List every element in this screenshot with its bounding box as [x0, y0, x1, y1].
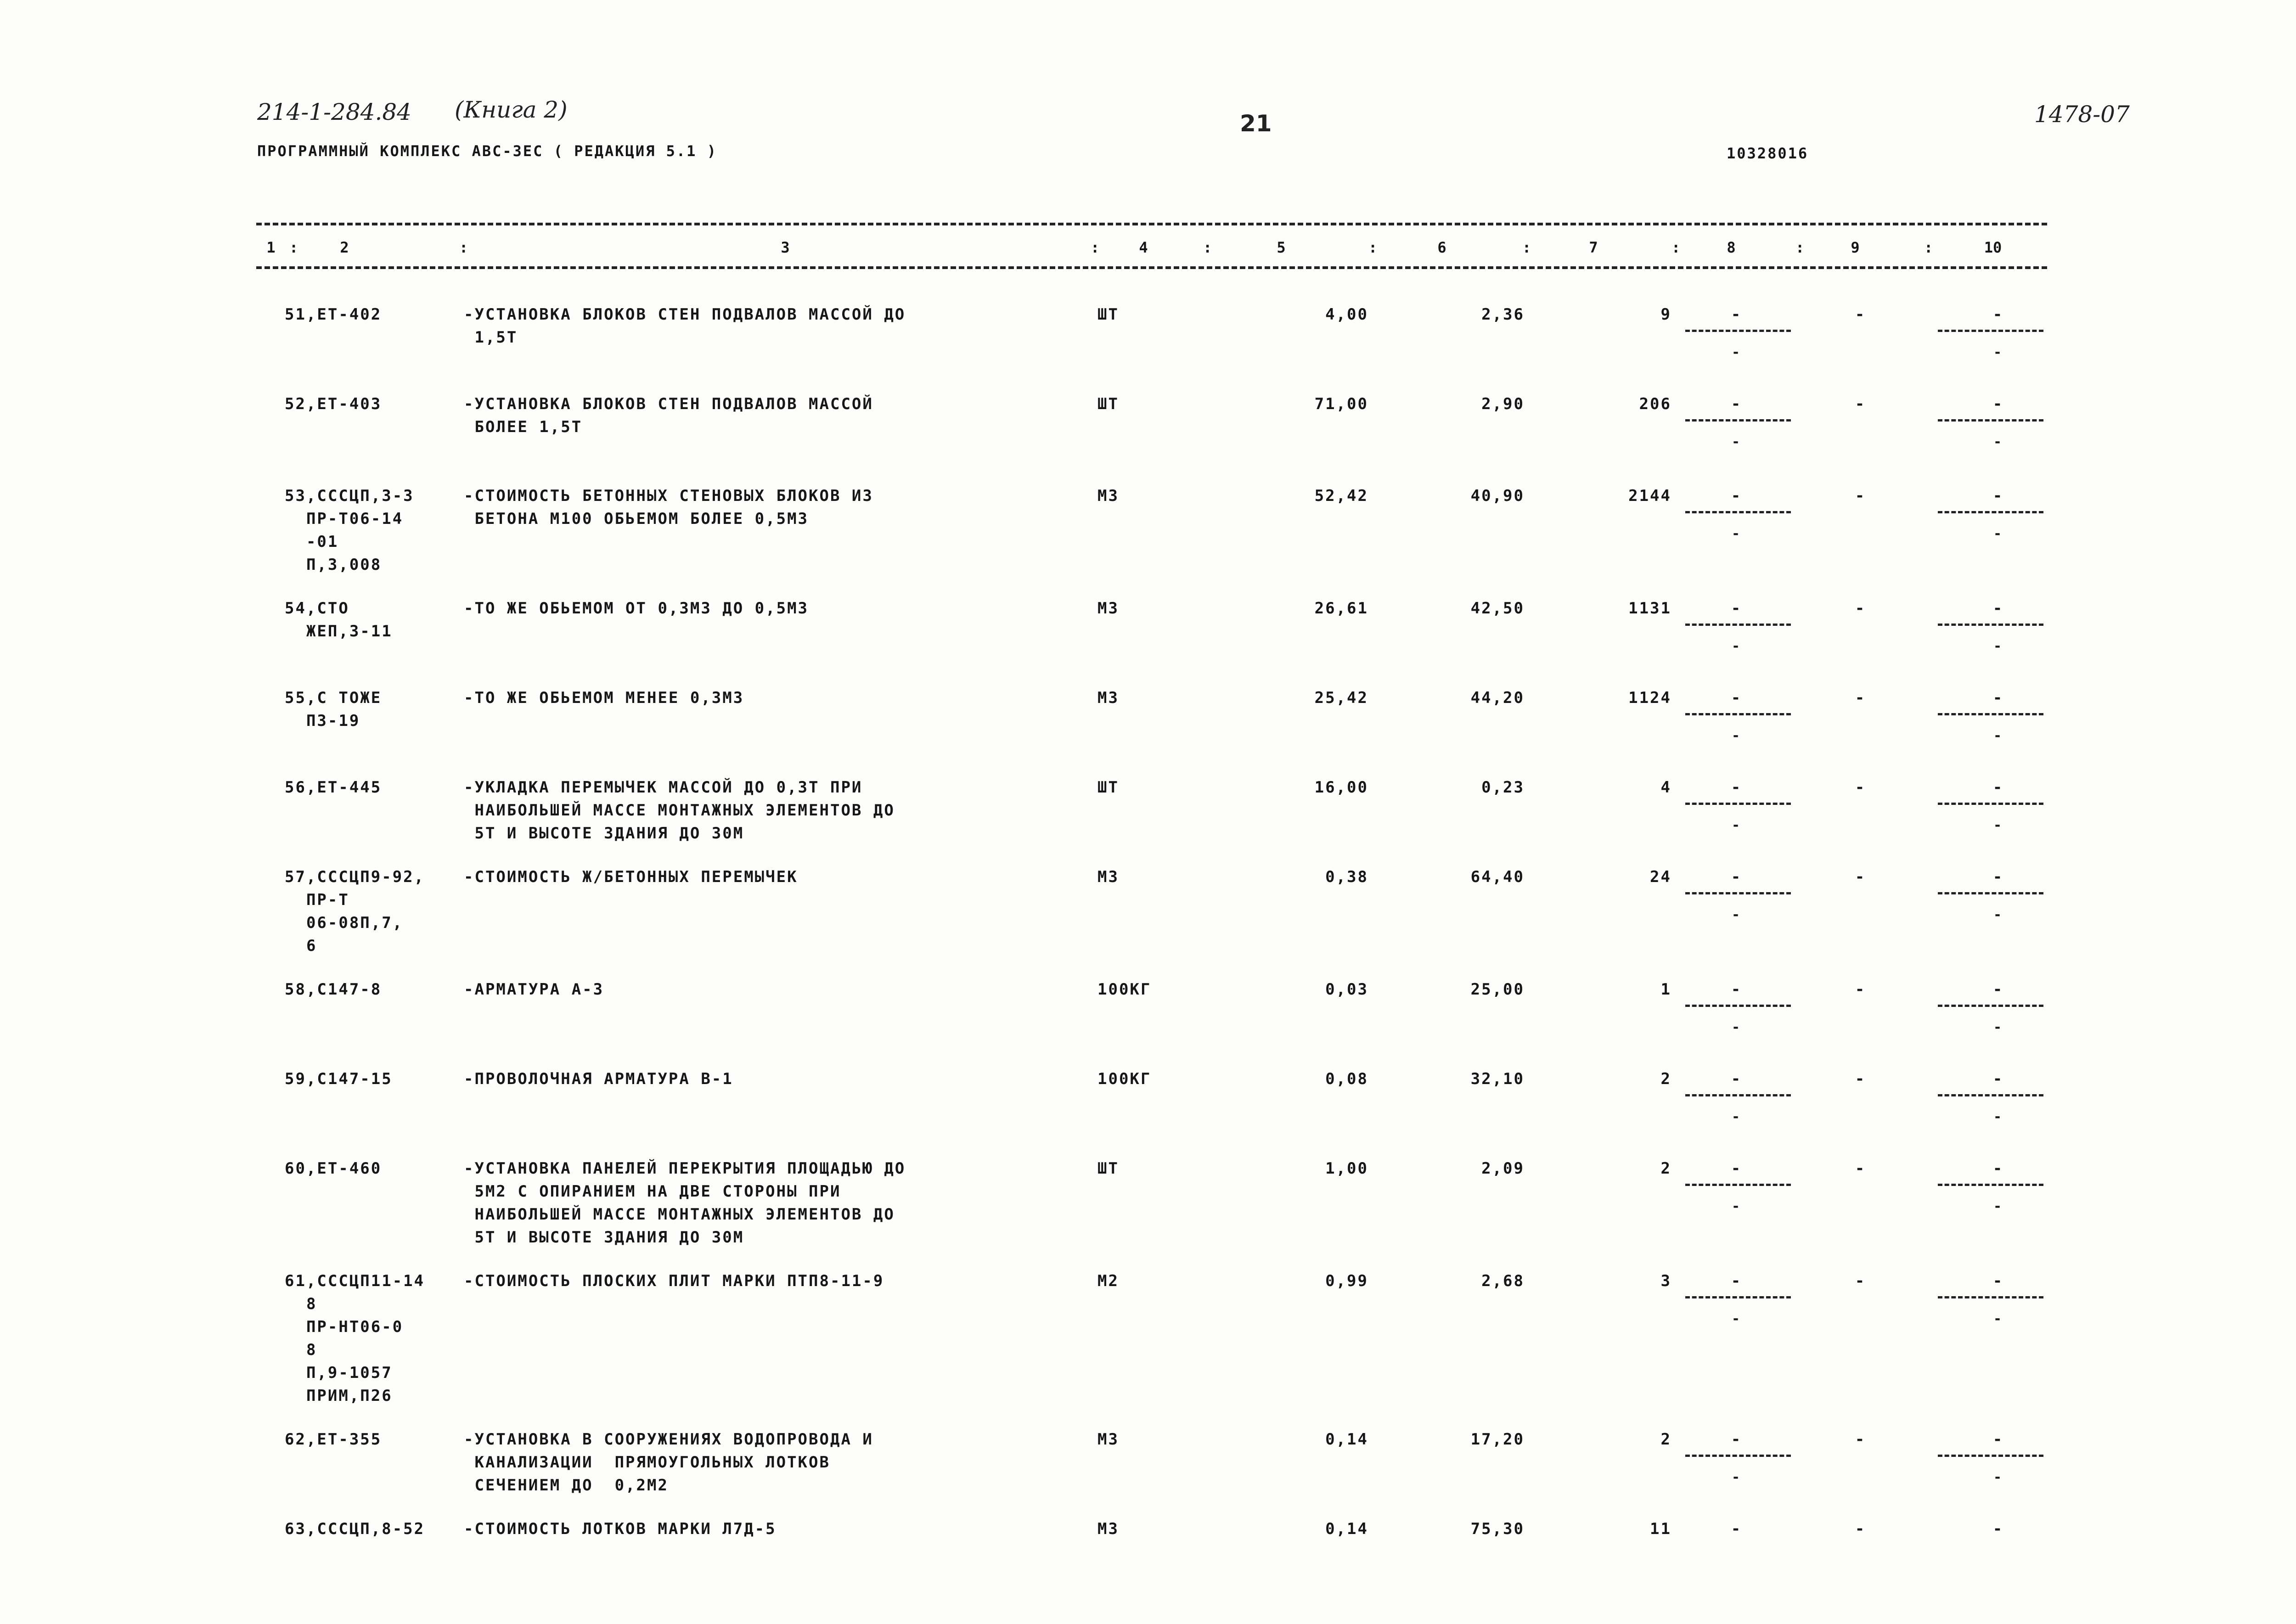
row-quantity: 0,08 [1325, 1070, 1368, 1088]
column-2-header: 2 [340, 239, 349, 256]
row-quantity: 26,61 [1314, 599, 1368, 618]
col8-sub-dash: - [1731, 728, 1740, 744]
row-col10: - [1992, 1070, 2003, 1088]
row-col10: - [1992, 1272, 2003, 1290]
col8-underline [1685, 1094, 1791, 1096]
row-unit: ШТ [1097, 1159, 1119, 1178]
row-total: 1 [1660, 980, 1671, 999]
row-unit-price: 75,30 [1470, 1520, 1525, 1538]
row-quantity: 0,14 [1325, 1520, 1368, 1538]
col8-sub-dash: - [1731, 1198, 1740, 1214]
row-quantity: 25,42 [1314, 689, 1368, 707]
row-col10: - [1992, 689, 2003, 707]
col8-underline [1685, 713, 1791, 715]
row-total: 1131 [1628, 599, 1671, 618]
column-separator: : [1368, 239, 1378, 256]
row-unit: М2 [1097, 1272, 1119, 1290]
col8-underline [1685, 1296, 1791, 1298]
row-total: 3 [1660, 1272, 1671, 1290]
col10-underline [1938, 1455, 2043, 1457]
row-description: -УСТАНОВКА БЛОКОВ СТЕН ПОДВАЛОВ МАССОЙ ДО 1,5Т [464, 305, 906, 347]
program-title: ПРОГРАММНЫЙ КОМПЛЕКС АВС-ЗЕС ( РЕДАКЦИЯ 5.1 ) [257, 142, 717, 160]
row-col8: - [1731, 1430, 1741, 1449]
column-separator: : [1671, 239, 1681, 256]
row-col8: - [1731, 1159, 1741, 1178]
column-9-header: 9 [1851, 239, 1860, 256]
col8-underline [1685, 511, 1791, 513]
row-code: 56,ЕТ-445 [285, 778, 382, 797]
row-col8: - [1731, 1272, 1741, 1290]
col10-underline [1938, 1296, 2043, 1298]
row-quantity: 0,14 [1325, 1430, 1368, 1449]
row-quantity: 71,00 [1314, 395, 1368, 413]
col8-sub-dash: - [1731, 638, 1740, 654]
row-unit: М3 [1097, 1430, 1119, 1449]
col10-sub-dash: - [1993, 638, 2002, 654]
row-unit: М3 [1097, 689, 1119, 707]
handwritten-book-label: (Книга 2) [455, 96, 568, 123]
row-quantity: 52,42 [1314, 487, 1368, 505]
row-code: 55,С ТОЖЕ П3-19 [285, 689, 382, 730]
row-col8: - [1731, 980, 1741, 999]
row-code: 62,ЕТ-355 [285, 1430, 382, 1449]
column-7-header: 7 [1589, 239, 1598, 256]
column-4-header: 4 [1139, 239, 1148, 256]
row-total: 2 [1660, 1070, 1671, 1088]
column-1-header: 1 [266, 239, 276, 256]
row-total: 2144 [1628, 487, 1671, 505]
row-col9: - [1855, 1159, 1865, 1178]
row-total: 2 [1660, 1159, 1671, 1178]
col10-sub-dash: - [1993, 728, 2002, 744]
row-col10: - [1992, 599, 2003, 618]
col8-underline [1685, 330, 1791, 332]
col10-underline [1938, 330, 2043, 332]
row-col9: - [1855, 1070, 1865, 1088]
row-col8: - [1731, 1520, 1741, 1538]
col10-underline [1938, 511, 2043, 513]
row-unit: 100КГ [1097, 980, 1152, 999]
column-separator: : [1522, 239, 1531, 256]
row-quantity: 0,99 [1325, 1272, 1368, 1290]
col10-sub-dash: - [1993, 1019, 2002, 1035]
col10-sub-dash: - [1993, 344, 2002, 360]
column-separator: : [1795, 239, 1805, 256]
row-col10: - [1992, 395, 2003, 413]
col8-underline [1685, 624, 1791, 626]
table-top-rule [256, 223, 2047, 225]
col8-sub-dash: - [1731, 817, 1740, 833]
row-col10: - [1992, 1520, 2003, 1538]
row-col8: - [1731, 868, 1741, 886]
row-description: -УСТАНОВКА В СООРУЖЕНИЯХ ВОДОПРОВОДА И КАНАЛИЗАЦИИ ПРЯМОУГОЛЬНЫХ ЛОТКОВ СЕЧЕНИЕМ ДО 0,2М2 [464, 1430, 873, 1495]
column-8-header: 8 [1727, 239, 1736, 256]
row-unit-price: 40,90 [1470, 487, 1525, 505]
row-unit-price: 2,36 [1481, 305, 1525, 324]
col10-underline [1938, 1184, 2043, 1186]
col10-underline [1938, 803, 2043, 805]
row-col8: - [1731, 305, 1741, 324]
row-description: -УСТАНОВКА БЛОКОВ СТЕН ПОДВАЛОВ МАССОЙ БОЛЕЕ 1,5Т [464, 395, 873, 436]
col8-sub-dash: - [1731, 1311, 1740, 1327]
col10-sub-dash: - [1993, 434, 2002, 450]
row-col10: - [1992, 305, 2003, 324]
row-quantity: 0,38 [1325, 868, 1368, 886]
row-col9: - [1855, 778, 1865, 797]
row-unit: М3 [1097, 599, 1119, 618]
row-unit: 100КГ [1097, 1070, 1152, 1088]
row-code: 63,СССЦП,8-52 [285, 1520, 425, 1538]
row-description: -ТО ЖЕ ОБЬЕМОМ ОТ 0,3М3 ДО 0,5М3 [464, 599, 809, 618]
col8-underline [1685, 1184, 1791, 1186]
col8-sub-dash: - [1731, 1109, 1740, 1125]
row-col10: - [1992, 1430, 2003, 1449]
col8-sub-dash: - [1731, 1469, 1740, 1485]
table-header-rule [256, 266, 2047, 269]
row-description: -ПРОВОЛОЧНАЯ АРМАТУРА В-1 [464, 1070, 733, 1088]
page-number: 21 [1240, 110, 1272, 137]
row-total: 4 [1660, 778, 1671, 797]
column-6-header: 6 [1437, 239, 1446, 256]
row-unit: М3 [1097, 1520, 1119, 1538]
row-code: 58,С147-8 [285, 980, 382, 999]
row-col8: - [1731, 1070, 1741, 1088]
col10-sub-dash: - [1993, 1109, 2002, 1125]
row-quantity: 1,00 [1325, 1159, 1368, 1178]
row-total: 2 [1660, 1430, 1671, 1449]
row-col9: - [1855, 305, 1865, 324]
row-col9: - [1855, 980, 1865, 999]
col8-underline [1685, 1005, 1791, 1007]
row-code: 59,С147-15 [285, 1070, 393, 1088]
col8-underline [1685, 419, 1791, 421]
row-description: -ТО ЖЕ ОБЬЕМОМ МЕНЕЕ 0,3М3 [464, 689, 744, 707]
row-unit: ШТ [1097, 305, 1119, 324]
row-col9: - [1855, 487, 1865, 505]
column-separator: : [1924, 239, 1933, 256]
row-unit: М3 [1097, 487, 1119, 505]
row-description: -СТОИМОСТЬ ПЛОСКИХ ПЛИТ МАРКИ ПТП8-11-9 [464, 1272, 884, 1290]
row-unit-price: 2,09 [1481, 1159, 1525, 1178]
row-col9: - [1855, 1272, 1865, 1290]
row-unit-price: 2,90 [1481, 395, 1525, 413]
row-total: 9 [1660, 305, 1671, 324]
row-col9: - [1855, 1520, 1865, 1538]
row-description: -АРМАТУРА А-3 [464, 980, 604, 999]
row-total: 24 [1650, 868, 1671, 886]
col10-underline [1938, 1094, 2043, 1096]
col8-sub-dash: - [1731, 526, 1740, 542]
column-separator: : [459, 239, 468, 256]
column-separator: : [1091, 239, 1100, 256]
row-col10: - [1992, 868, 2003, 886]
row-col8: - [1731, 487, 1741, 505]
row-unit: ШТ [1097, 778, 1119, 797]
row-unit-price: 64,40 [1470, 868, 1525, 886]
row-unit: ШТ [1097, 395, 1119, 413]
column-5-header: 5 [1277, 239, 1286, 256]
row-quantity: 16,00 [1314, 778, 1368, 797]
row-col10: - [1992, 487, 2003, 505]
column-separator: : [289, 239, 298, 256]
row-unit-price: 25,00 [1470, 980, 1525, 999]
row-total: 11 [1650, 1520, 1671, 1538]
col10-underline [1938, 713, 2043, 715]
row-quantity: 4,00 [1325, 305, 1368, 324]
column-separator: : [1203, 239, 1212, 256]
row-total: 1124 [1628, 689, 1671, 707]
col10-sub-dash: - [1993, 526, 2002, 542]
row-col10: - [1992, 1159, 2003, 1178]
col8-sub-dash: - [1731, 434, 1740, 450]
col10-sub-dash: - [1993, 1311, 2002, 1327]
document-code: 10328016 [1727, 145, 1809, 162]
row-description: -УСТАНОВКА ПАНЕЛЕЙ ПЕРЕКРЫТИЯ ПЛОЩАДЬЮ ДО 5М2 С ОПИРАНИЕМ НА ДВЕ СТОРОНЫ ПРИ НАИБОЛЬШЕЙ МАССЕ МОНТАЖНЫХ ЭЛЕМЕНТОВ ДО 5Т И ВЫСОТЕ ЗДАНИЯ ДО 30М [464, 1159, 906, 1247]
col10-sub-dash: - [1993, 1469, 2002, 1485]
row-code: 53,СССЦП,3-3 ПР-Т06-14 -01 П,3,008 [285, 487, 414, 574]
row-col8: - [1731, 778, 1741, 797]
col10-underline [1938, 624, 2043, 626]
col10-sub-dash: - [1993, 1198, 2002, 1214]
row-unit: М3 [1097, 868, 1119, 886]
row-col8: - [1731, 689, 1741, 707]
row-code: 51,ЕТ-402 [285, 305, 382, 324]
row-col8: - [1731, 395, 1741, 413]
row-unit-price: 44,20 [1470, 689, 1525, 707]
handwritten-document-code: 214-1-284.84 [257, 99, 411, 125]
row-col10: - [1992, 778, 2003, 797]
row-col9: - [1855, 1430, 1865, 1449]
col10-underline [1938, 892, 2043, 894]
row-code: 60,ЕТ-460 [285, 1159, 382, 1178]
row-col8: - [1731, 599, 1741, 618]
col8-underline [1685, 1455, 1791, 1457]
col10-underline [1938, 419, 2043, 421]
row-col9: - [1855, 689, 1865, 707]
row-code: 52,ЕТ-403 [285, 395, 382, 413]
col8-sub-dash: - [1731, 344, 1740, 360]
row-col9: - [1855, 599, 1865, 618]
col8-sub-dash: - [1731, 1019, 1740, 1035]
row-total: 206 [1639, 395, 1671, 413]
row-unit-price: 17,20 [1470, 1430, 1525, 1449]
row-unit-price: 42,50 [1470, 599, 1525, 618]
row-description: -СТОИМОСТЬ Ж/БЕТОННЫХ ПЕРЕМЫЧЕК [464, 868, 798, 886]
col10-sub-dash: - [1993, 907, 2002, 923]
col10-underline [1938, 1005, 2043, 1007]
row-quantity: 0,03 [1325, 980, 1368, 999]
row-description: -СТОИМОСТЬ ЛОТКОВ МАРКИ Л7Д-5 [464, 1520, 777, 1538]
row-unit-price: 2,68 [1481, 1272, 1525, 1290]
col10-sub-dash: - [1993, 817, 2002, 833]
col8-underline [1685, 892, 1791, 894]
row-unit-price: 0,23 [1481, 778, 1525, 797]
row-col10: - [1992, 980, 2003, 999]
col8-underline [1685, 803, 1791, 805]
row-unit-price: 32,10 [1470, 1070, 1525, 1088]
row-col9: - [1855, 395, 1865, 413]
column-10-header: 10 [1984, 239, 2002, 256]
row-code: 61,СССЦП11-14 8 ПР-НТ06-0 8 П,9-1057 ПРИМ,П26 [285, 1272, 425, 1405]
row-code: 54,СТО ЖЕП,3-11 [285, 599, 393, 641]
col8-sub-dash: - [1731, 907, 1740, 923]
row-col9: - [1855, 868, 1865, 886]
column-3-header: 3 [781, 239, 790, 256]
row-description: -УКЛАДКА ПЕРЕМЫЧЕК МАССОЙ ДО 0,3Т ПРИ НАИБОЛЬШЕЙ МАССЕ МОНТАЖНЫХ ЭЛЕМЕНТОВ ДО 5Т И ВЫСОТЕ ЗДАНИЯ ДО 30М [464, 778, 895, 843]
handwritten-archive-number: 1478-07 [2034, 101, 2130, 128]
row-code: 57,СССЦП9-92, ПР-Т 06-08П,7, 6 [285, 868, 425, 955]
row-description: -СТОИМОСТЬ БЕТОННЫХ СТЕНОВЫХ БЛОКОВ ИЗ БЕТОНА М100 ОБЬЕМОМ БОЛЕЕ 0,5М3 [464, 487, 873, 528]
